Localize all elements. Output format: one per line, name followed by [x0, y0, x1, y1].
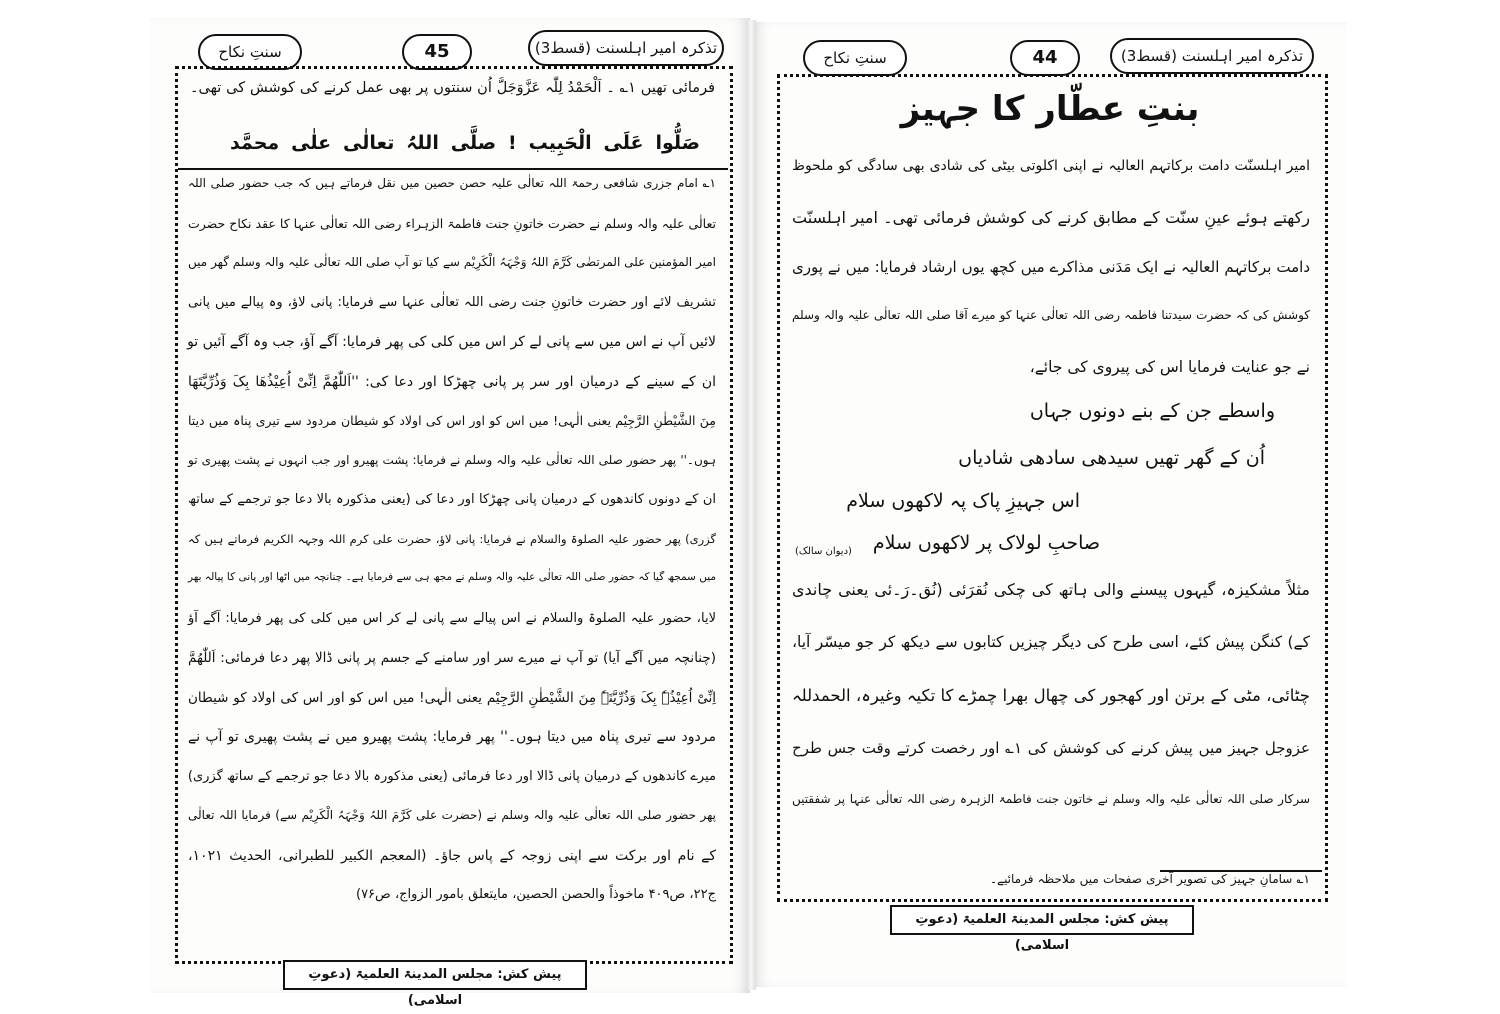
footnote-line: تعالٰی علیہ والہ وسلم نے حضرت خاتونِ جنت فاطمۃ الزہراء رضی اللہ تعالٰی عنہا کا عقد نکاح حضرت — [188, 215, 716, 231]
footnote-line: میرے کاندھوں کے درمیان پانی ڈالا اور دعا فرمائی (یعنی مذکورہ بالا دعا جو ترجمے کے ساتھ گزری) — [187, 768, 716, 784]
footnote-line: لایا، حضور علیہ الصلوۃ والسلام نے اس پیالے سے پانی لے کر اس میں کلی کی پھر فرمایا: آگے آؤ — [188, 610, 716, 626]
divider — [178, 168, 728, 170]
footnote-line: ان کے دونوں کاندھوں کے درمیان پانی چھڑکا اور دعا کی (یعنی مذکورہ بالا دعا جو ترجمے کے ساتھ — [188, 492, 716, 507]
footnote-line: لائیں آپ نے اس میں سے پانی لے کر اس میں کلی کی پھر فرمایا: آگے آؤ، جب وہ آگے آئیں تو — [187, 334, 716, 350]
section-title: بنتِ عطّار کا جہیز — [900, 89, 1200, 129]
body-line: نے جو عنایت فرمایا اس کی پیروی کی جائے، — [1029, 358, 1310, 376]
footnote-line: مِنَ الشَّیْطٰنِ الرَّجِیْم یعنی الٰہی! میں اس کو اور اس کی اولاد کو شیطان مردود سے تیری پناہ میں دیتا — [188, 413, 716, 428]
body-line: دامت برکاتہم العالیہ نے ایک مَدَنی مذاکرے میں کچھ یوں ارشاد فرمایا: میں نے پوری — [792, 258, 1310, 276]
footnote-line: پھر حضور صلی اللہ تعالٰی علیہ والہ وسلم نے (حضرت علی کَرَّمَ اللہُ وَجْہَہُ الْکَرِیْم سے) فرمایا اللہ تعالٰی — [188, 808, 716, 822]
footnote-line: اِنِّیْ اُعِیْذُہٗ بِکَ وَذُرِّیَّتَہٗ مِنَ الشَّیْطٰنِ الرَّجِیْم یعنی الٰہی! میں اس کو اور اس کی اولاد کو شیطان — [188, 689, 716, 706]
footnote-line: امیر المؤمنین علی المرتضٰی کَرَّمَ اللہُ وَجْہَہُ الْکَرِیْم سے کیا تو آپ صلی اللہ تعالٰی علیہ والہ وسلم گھر میں — [188, 255, 716, 269]
footnote-line: تشریف لائے اور حضرت خاتونِ جنت رضی اللہ تعالٰی عنہا سے فرمایا: پانی لاؤ، وہ پیالے میں پانی — [188, 294, 716, 310]
verse-line: اُن کے گھر تھیں سیدھی سادھی شادیاں — [958, 447, 1265, 469]
body-line: عزوجل جہیز میں پیش کرنے کی کوشش کی ۱؎ اور رخصت کرتے وقت جس طرح — [792, 739, 1311, 757]
durood-line: صَلُّوا عَلَی الْحَبِیب ! صلَّی اللہُ تعالٰی علٰی محمَّد — [230, 132, 700, 154]
page-number: 45 — [402, 34, 472, 70]
body-line: مثلاً مشکیزہ، گیہوں پیسنے والی ہاتھ کی چکی نُقرَئی (نُق۔رَ۔ئی یعنی چاندی — [792, 580, 1310, 599]
page-number: 44 — [1010, 40, 1080, 76]
footnote-line: کے نام اور برکت سے اپنی زوجہ کے پاس جاؤ۔ (المعجم الکبیر للطبرانی، الحدیث ۱۰۲۱، — [188, 847, 716, 864]
book-header: تذکرہ امیر اہلسنت (قسط3) — [528, 30, 724, 66]
publisher-footer: پیش کش: مجلس المدینۃ العلمیۃ (دعوتِ اسلامی) — [283, 960, 587, 990]
verse-line: واسطے جن کے بنے دونوں جہاں — [1029, 400, 1275, 422]
body-line: چٹائی، مٹی کے برتن اور کھجور کی چھال بھرا چمڑے کا تکیہ وغیرہ، الحمدللہ — [792, 686, 1310, 705]
footnote-line: گزری) پھر حضور علیہ الصلوۃ والسلام نے فرمایا: پانی لاؤ، حضرت علی کرم اللہ وجہہ الکریم فرماتے ہیں کہ — [188, 531, 716, 546]
body-line: رکھتے ہوئے عینِ سنّت کے مطابق کرنے کی کوشش فرمائی تھی۔ امیر اہلسنّت — [792, 208, 1310, 227]
footnote-line: ۱؎ سامانِ جہیز کی تصویر آخری صفحات میں ملاحظہ فرمائیے۔ — [990, 872, 1310, 886]
body-line: امیر اہلسنّت دامت برکاتہم العالیہ نے اپنی اکلوتی بیٹی کی شادی بھی سادگی کو ملحوظ — [792, 158, 1310, 174]
verse-line: صاحبِ لولاک پر لاکھوں سلام — [872, 532, 1100, 554]
footnote-line: ج۲۲، ص۴۰۹ ماخوذاً والحصن الحصین، مایتعلق بامور الزواج، ص۷۶) — [356, 887, 717, 902]
chapter-header: سنتِ نکاح — [198, 34, 302, 70]
footnote-line: ان کے سینے کے درمیان اور سر پر پانی چھڑکا اور دعا کی: ''اَللّٰھُمَّ اِنِّیْ اُعِیْذُھَا بِکَ وَذُرِّیَّتَھَا — [188, 373, 716, 390]
footnote-line: میں سمجھ گیا کہ حضور صلی اللہ تعالٰی علیہ والہ وسلم نے مجھ ہی سے فرمایا ہے۔ چنانچہ میں اٹھا اور پانی کا پیالہ بھر — [188, 571, 716, 583]
verse-line: اس جہیزِ پاک پہ لاکھوں سلام — [846, 490, 1080, 512]
footnote-line: مردود سے تیری پناہ میں دیتا ہوں۔'' پھر فرمایا: پشت پھیرو میں نے پشت پھیری تو آپ نے — [188, 729, 716, 745]
chapter-header: سنتِ نکاح — [803, 40, 907, 76]
footnote-line: (چنانچہ میں آگے آیا) تو آپ نے میرے سر اور سامنے کے جسم پر پانی ڈالا پھر دعا فرمائی: اَللّٰھُمَّ — [188, 650, 716, 666]
footnote-line: ہوں۔'' پھر حضور صلی اللہ تعالٰی علیہ والہ وسلم نے فرمایا: پشت پھیرو اور جب انہوں نے پشت پھیری تو — [188, 452, 716, 467]
body-line: کوشش کی کہ حضرت سیدتنا فاطمہ رضی اللہ تعالٰی عنہا کو میرے آقا صلی اللہ تعالٰی علیہ والہ وسلم — [792, 308, 1310, 322]
verse-source: (دیوان سالک) — [795, 546, 852, 557]
publisher-footer: پیش کش: مجلس المدینۃ العلمیۃ (دعوتِ اسلامی) — [890, 905, 1194, 935]
book-spine — [746, 20, 756, 990]
right-page-border — [777, 74, 1328, 902]
footnote-divider — [1160, 870, 1322, 872]
intro-line: فرمائی تھیں ۱؎ ۔ اَلْحَمْدُ لِلّٰہ عَزَّوَجَلَّ اُن سنتوں پر بھی عمل کرنے کی کوشش کی تھی۔ — [190, 80, 715, 96]
body-line: کے) کنگن پیش کئے، اسی طرح کی دیگر چیزیں کتابوں سے دیکھ کر جو میسّر آیا، — [792, 633, 1310, 651]
body-line: سرکار صلی اللہ تعالٰی علیہ والہ وسلم نے خاتون جنت فاطمۃ الزہرہ رضی اللہ تعالٰی عنہا پر شفقتیں — [792, 792, 1310, 806]
footnote-line: ۱؎ امام جزری شافعی رحمۃ اللہ تعالٰی علیہ حصن حصین میں نقل فرماتے ہیں کہ جب حضور صلی اللہ — [188, 176, 716, 190]
book-header: تذکرہ امیر اہلسنت (قسط3) — [1110, 38, 1314, 74]
left-page-border — [175, 66, 733, 964]
